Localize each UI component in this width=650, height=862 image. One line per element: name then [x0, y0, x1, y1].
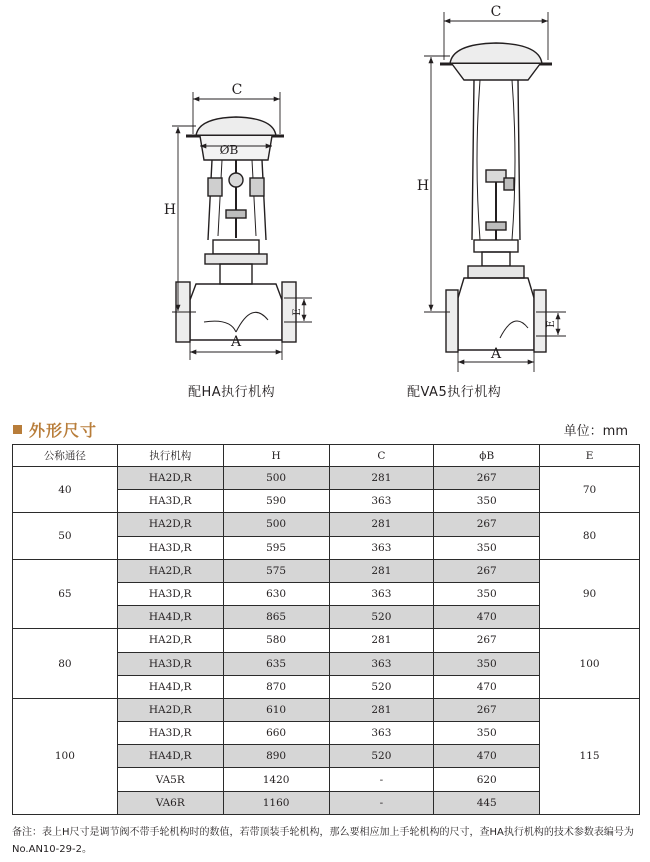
- table-row: [13, 513, 640, 536]
- cell-b: 267: [434, 629, 540, 652]
- cell-actuator: HA2D,R: [117, 698, 223, 721]
- cell-c: 281: [329, 698, 434, 721]
- footnote: 备注：表上H尺寸是调节阀不带手轮机构时的数值，若带顶装手轮机构，那么要相应加上手轮机构的尺寸，查HA执行机构的技术参数表编号为No.AN10-29-2。: [12, 827, 634, 855]
- cell-h: 500: [223, 513, 329, 536]
- cell-c: 520: [329, 606, 434, 629]
- cell-e: 70: [540, 467, 640, 513]
- cell-b: 620: [434, 768, 540, 791]
- section-title: 外形尺寸: [29, 421, 98, 440]
- cell-actuator: HA2D,R: [117, 467, 223, 490]
- table-row: [13, 698, 640, 721]
- left-dim-h: H: [163, 202, 177, 218]
- cell-b: 267: [434, 467, 540, 490]
- cell-b: 350: [434, 722, 540, 745]
- cell-c: 363: [329, 652, 434, 675]
- cell-b: 350: [434, 582, 540, 605]
- cell-e: 80: [540, 513, 640, 559]
- section-heading: [13, 418, 97, 441]
- cell-actuator: HA4D,R: [117, 745, 223, 768]
- cell-dn: 100: [13, 698, 118, 814]
- cell-actuator: HA4D,R: [117, 606, 223, 629]
- cell-h: 635: [223, 652, 329, 675]
- dimension-table: [12, 444, 640, 815]
- cell-b: 350: [434, 652, 540, 675]
- header-actuator: 执行机构: [117, 445, 223, 467]
- cell-c: 281: [329, 629, 434, 652]
- header-h: H: [223, 445, 329, 467]
- cell-c: 281: [329, 467, 434, 490]
- cell-dn: 40: [13, 467, 118, 513]
- cell-h: 630: [223, 582, 329, 605]
- cell-b: 445: [434, 791, 540, 814]
- right-dim-a: A: [490, 346, 502, 362]
- cell-h: 580: [223, 629, 329, 652]
- valve-drawings: [0, 0, 650, 410]
- cell-c: 281: [329, 559, 434, 582]
- cell-c: 363: [329, 722, 434, 745]
- cell-actuator: HA3D,R: [117, 652, 223, 675]
- cell-b: 267: [434, 513, 540, 536]
- cell-h: 590: [223, 490, 329, 513]
- right-dim-e: E: [546, 320, 557, 328]
- right-dim-h: H: [416, 178, 430, 194]
- cell-actuator: HA2D,R: [117, 513, 223, 536]
- cell-actuator: HA3D,R: [117, 722, 223, 745]
- bullet-square-icon: [13, 425, 22, 434]
- cell-h: 500: [223, 467, 329, 490]
- cell-b: 470: [434, 606, 540, 629]
- table-row: [13, 559, 640, 582]
- cell-b: 350: [434, 490, 540, 513]
- cell-c: 520: [329, 745, 434, 768]
- unit-label: 单位：mm: [563, 424, 628, 439]
- cell-h: 1420: [223, 768, 329, 791]
- cell-b: 350: [434, 536, 540, 559]
- cell-c: 363: [329, 582, 434, 605]
- cell-b: 470: [434, 745, 540, 768]
- cell-c: -: [329, 768, 434, 791]
- cell-e: 100: [540, 629, 640, 699]
- cell-h: 1160: [223, 791, 329, 814]
- right-dim-c: C: [490, 4, 502, 20]
- header-dn: 公称通径: [13, 445, 118, 467]
- cell-c: 363: [329, 536, 434, 559]
- cell-c: 520: [329, 675, 434, 698]
- header-c: C: [329, 445, 434, 467]
- left-dim-a: A: [230, 334, 242, 350]
- cell-h: 610: [223, 698, 329, 721]
- left-dim-e: E: [292, 308, 303, 316]
- cell-actuator: HA3D,R: [117, 582, 223, 605]
- right-valve-drawing: [440, 43, 552, 352]
- cell-h: 660: [223, 722, 329, 745]
- cell-e: 115: [540, 698, 640, 814]
- cell-c: -: [329, 791, 434, 814]
- cell-actuator: VA6R: [117, 791, 223, 814]
- cell-actuator: HA2D,R: [117, 629, 223, 652]
- header-e: E: [540, 445, 640, 467]
- cell-h: 870: [223, 675, 329, 698]
- cell-c: 363: [329, 490, 434, 513]
- left-dim-b: ØB: [219, 143, 239, 157]
- left-dim-c: C: [231, 82, 243, 98]
- cell-h: 865: [223, 606, 329, 629]
- cell-actuator: VA5R: [117, 768, 223, 791]
- cell-b: 470: [434, 675, 540, 698]
- cell-b: 267: [434, 698, 540, 721]
- cell-actuator: HA3D,R: [117, 490, 223, 513]
- table-row: [13, 629, 640, 652]
- cell-h: 575: [223, 559, 329, 582]
- table-row: [13, 467, 640, 490]
- cell-e: 90: [540, 559, 640, 629]
- cell-h: 890: [223, 745, 329, 768]
- left-drawing-caption: 配HA执行机构: [188, 385, 276, 400]
- cell-actuator: HA4D,R: [117, 675, 223, 698]
- cell-b: 267: [434, 559, 540, 582]
- cell-actuator: HA3D,R: [117, 536, 223, 559]
- cell-dn: 80: [13, 629, 118, 699]
- cell-dn: 65: [13, 559, 118, 629]
- cell-c: 281: [329, 513, 434, 536]
- cell-h: 595: [223, 536, 329, 559]
- cell-dn: 50: [13, 513, 118, 559]
- right-drawing-caption: 配VA5执行机构: [407, 385, 502, 400]
- cell-actuator: HA2D,R: [117, 559, 223, 582]
- table-header-row: [13, 445, 640, 467]
- header-b: ϕB: [434, 445, 540, 467]
